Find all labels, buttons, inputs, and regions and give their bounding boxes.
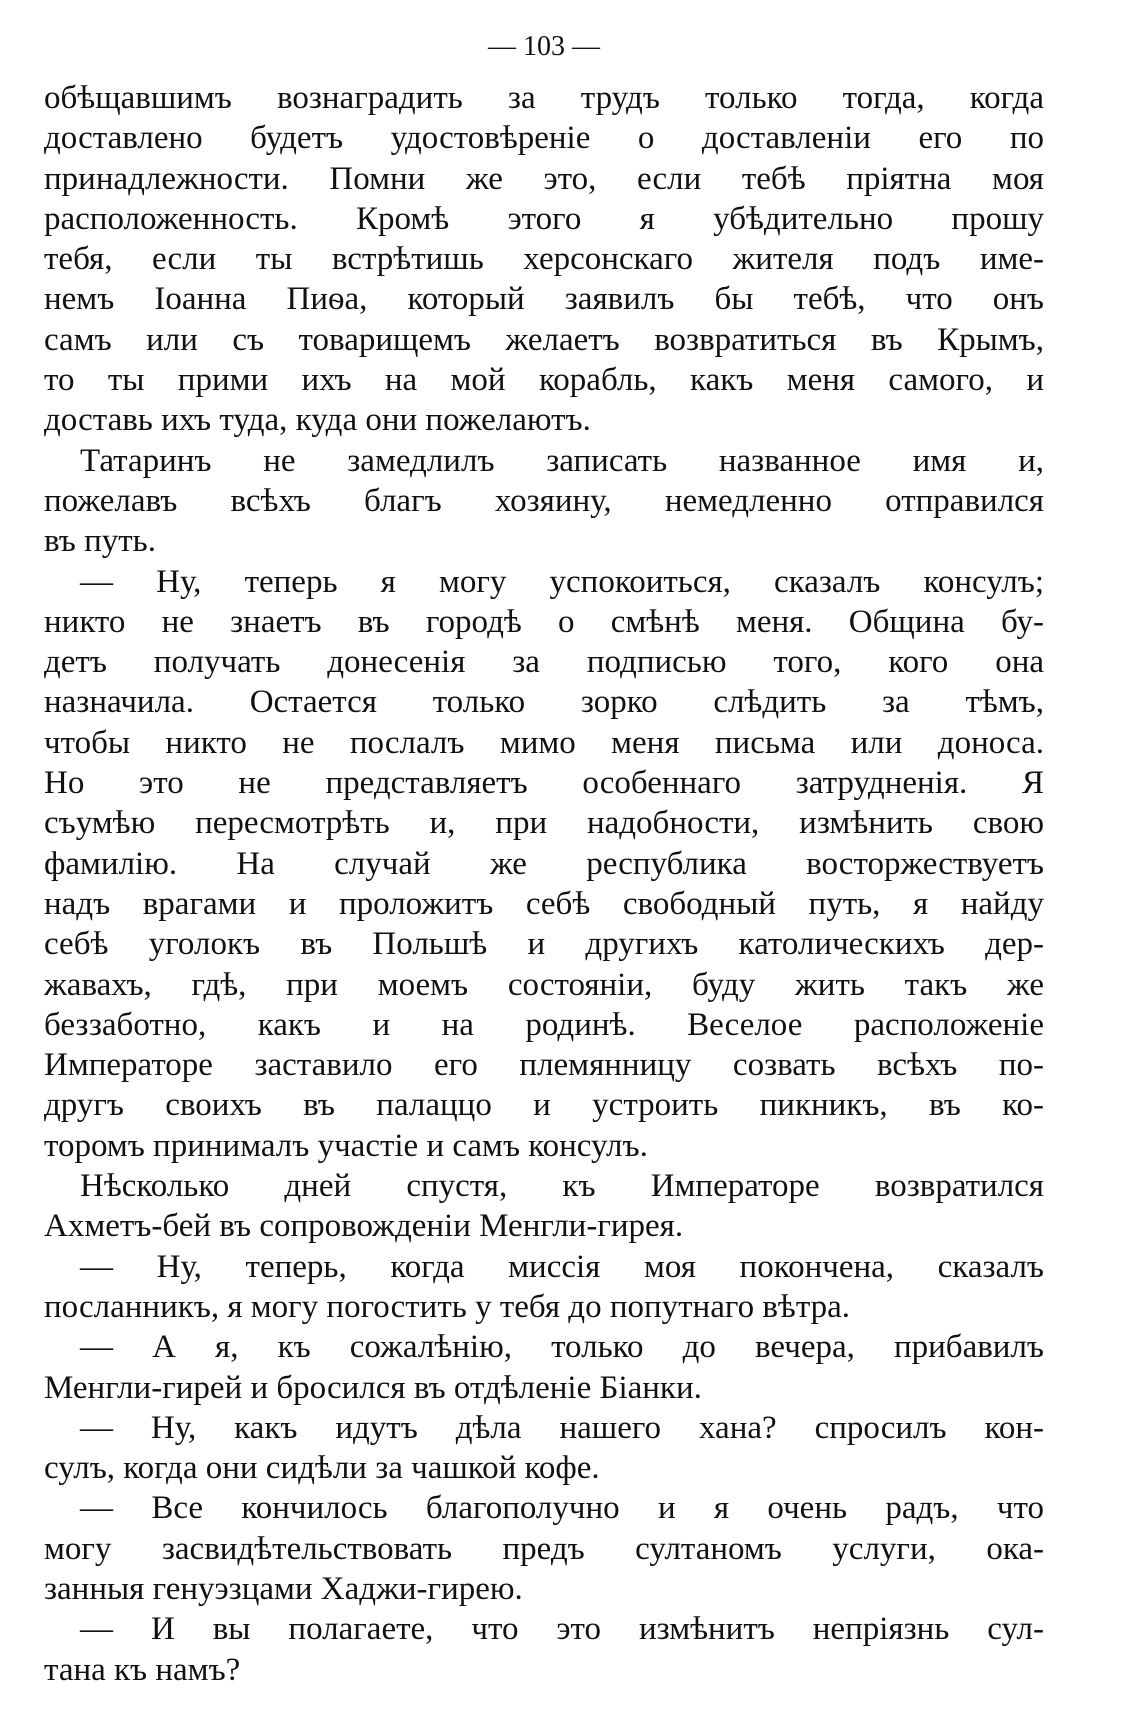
text-line: Нѣсколько дней спустя, къ Императоре возвратился: [80, 1168, 1044, 1205]
text-line: самъ или съ товарищемъ желаетъ возвратиться въ Крымъ,: [44, 321, 1044, 358]
paragraph: [44, 1166, 1044, 1247]
paragraph: [44, 562, 1044, 1166]
text-line: доставь ихъ туда, куда они пожелаютъ.: [44, 402, 591, 439]
text-line: пожелавъ всѣхъ благъ хозяину, немедленно отправился: [44, 482, 1044, 519]
text-line: торомъ принималъ участіе и самъ консулъ.: [44, 1127, 648, 1164]
paragraph: [44, 1488, 1044, 1609]
text-line: сулъ, когда они сидѣли за чашкой кофе.: [44, 1450, 600, 1487]
text-line: то ты прими ихъ на мой корабль, какъ меня самого, и: [44, 362, 1044, 399]
text-line: занныя генуэзцами Хаджи-гирею.: [44, 1570, 523, 1607]
text-line: жавахъ, гдѣ, при моемъ состояніи, буду жить такъ же: [44, 966, 1044, 1003]
page-number: — 103 —: [488, 31, 600, 62]
book-page: [44, 30, 1044, 1690]
text-line: надъ врагами и проложитъ себѣ свободный путь, я найду: [44, 885, 1044, 922]
text-line: — Ну, теперь я могу успокоиться, сказалъ консулъ;: [80, 563, 1044, 600]
text-line: себѣ уголокъ въ Польшѣ и другихъ католическихъ дер-: [44, 926, 1044, 963]
text-line: расположенность. Кромѣ этого я убѣдительно прошу: [44, 200, 1044, 237]
paragraph: [44, 78, 1044, 441]
text-line: — А я, къ сожалѣнію, только до вечера, прибавилъ: [80, 1329, 1044, 1366]
text-line: посланникъ, я могу погостить у тебя до попутнаго вѣтра.: [44, 1288, 851, 1325]
text-line: никто не знаетъ въ городѣ о смѣнѣ меня. Община бу-: [44, 603, 1044, 640]
paragraph: [44, 1609, 1044, 1690]
text-line: немъ Іоанна Пиѳа, который заявилъ бы тебѣ, что онъ: [44, 281, 1044, 318]
text-line: тебя, если ты встрѣтишь херсонскаго жителя подъ име-: [44, 241, 1044, 278]
text-line: доставлено будетъ удостовѣреніе о доставленіи его по: [44, 120, 1044, 157]
text-line: принадлежности. Помни же это, если тебѣ пріятна моя: [44, 160, 1044, 197]
text-line: въ путь.: [44, 523, 156, 560]
text-line: — Ну, теперь, когда миссія моя покончена, сказалъ: [80, 1248, 1044, 1285]
paragraph: [44, 1408, 1044, 1489]
paragraph: [44, 441, 1044, 562]
text-line: — Все кончилось благополучно и я очень радъ, что: [80, 1490, 1044, 1527]
text-line: тана къ намъ?: [44, 1651, 241, 1688]
page-body-text: [44, 78, 1044, 1690]
text-line: назначила. Остается только зорко слѣдить за тѣмъ,: [44, 684, 1044, 721]
text-line: Татаринъ не замедлилъ записать названное имя и,: [80, 442, 1044, 479]
text-line: — И вы полагаете, что это измѣнитъ непріязнь сул-: [80, 1611, 1044, 1648]
paragraph: [44, 1247, 1044, 1328]
text-line: Ахметъ-бей въ сопровожденіи Менгли-гирея.: [44, 1208, 684, 1245]
text-line: чтобы никто не послалъ мимо меня письма или доноса.: [44, 724, 1044, 761]
text-line: Императоре заставило его племянницу созвать всѣхъ по-: [44, 1047, 1044, 1084]
text-line: детъ получать донесенія за подписью того, кого она: [44, 644, 1044, 681]
text-line: — Ну, какъ идутъ дѣла нашего хана? спросилъ кон-: [80, 1409, 1044, 1446]
text-line: съумѣю пересмотрѣть и, при надобности, измѣнить свою: [44, 805, 1044, 842]
paragraph: [44, 1327, 1044, 1408]
text-line: другъ своихъ въ палаццо и устроить пикникъ, въ ко-: [44, 1087, 1044, 1124]
text-line: Менгли-гирей и бросился въ отдѣленіе Біанки.: [44, 1369, 702, 1406]
text-line: обѣщавшимъ вознаградить за трудъ только тогда, когда: [44, 80, 1044, 116]
text-line: Но это не представляетъ особеннаго затрудненія. Я: [44, 765, 1044, 802]
text-line: фамилію. На случай же республика восторжествуетъ: [44, 845, 1044, 882]
text-line: могу засвидѣтельствовать предъ султаномъ услуги, ока-: [44, 1530, 1044, 1567]
text-line: беззаботно, какъ и на родинѣ. Веселое расположеніе: [44, 1006, 1044, 1043]
